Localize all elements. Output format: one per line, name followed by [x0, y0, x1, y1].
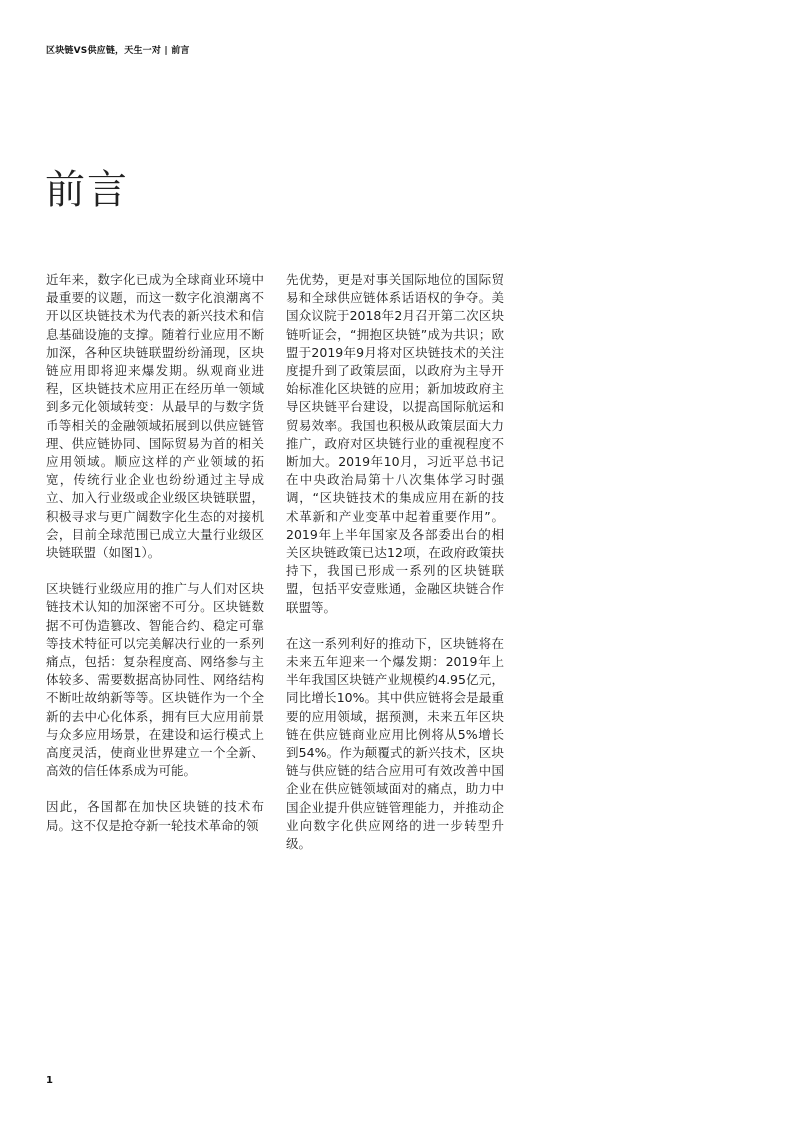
- page-title: 前言: [45, 167, 129, 213]
- running-header: 区块链VS供应链，天生一对 | 前言: [46, 46, 190, 56]
- paragraph: 近年来，数字化已成为全球商业环境中最重要的议题，而这一数字化浪潮离不开以区块链技术为代表的新兴技术和信息基础设施的支撑。随着行业应用不断加深，各种区块链联盟纷纷涌现，区块链应用即将迎来爆发期。纵观商业进程，区块链技术应用正在经历单一领域到多元化领域转变：从最早的与数字货币等相关的金融领域拓展到以供应链管理、供应链协同、国际贸易为首的相关应用领域。顺应这样的产业领域的拓宽，传统行业企业也纷纷通过主导成立、加入行业级或企业级区块链联盟，积极寻求与更广阔数字化生态的对接机会，目前全球范围已成立大量行业级区块链联盟（如图1）。: [46, 272, 264, 561]
- left-column: [46, 271, 264, 853]
- paragraph: 在这一系列利好的推动下，区块链将在未来五年迎来一个爆发期：2019年上半年我国区块链产业规模约4.95亿元，同比增长10%。其中供应链将会是最重要的应用领域，据预测，未来五年区块链在供应链商业应用比例将从5%增长到54%。作为颠覆式的新兴技术，区块链与供应链的结合应用可有效改善中国企业在供应链领域面对的痛点，助力中国企业提升供应链管理能力，并推动企业向数字化供应网络的进一步转型升级。: [286, 635, 504, 852]
- right-column: [286, 271, 504, 871]
- paragraph: 先优势，更是对事关国际地位的国际贸易和全球供应链体系话语权的争夺。美国众议院于2018年2月召开第二次区块链听证会，“拥抱区块链”成为共识；欧盟于2019年9月将对区块链技术的关注度提升到了政策层面，以政府为主导开始标准化区块链的应用；新加坡政府主导区块链平台建设，以提高国际航运和贸易效率。我国也积极从政策层面大力推广，政府对区块链行业的重视程度不断加大。2019年10月，习近平总书记在中央政治局第十八次集体学习时强调，“区块链技术的集成应用在新的技术革新和产业变革中起着重要作用”。2019年上半年国家及各部委出台的相关区块链政策已达12项，在政府政策扶持下，我国已形成一系列的区块链联盟，包括平安壹账通，金融区块链合作联盟等。: [286, 272, 504, 615]
- page-number: 1: [46, 1075, 53, 1086]
- paragraph: 因此，各国都在加快区块链的技术布局。这不仅是抢夺新一轮技术革命的领: [46, 799, 264, 833]
- paragraph: 区块链行业级应用的推广与人们对区块链技术认知的加深密不可分。区块链数据不可伪造篡改、智能合约、稳定可靠等技术特征可以完美解决行业的一系列痛点，包括：复杂程度高、网络参与主体较多、需要数据高协同性、网络结构不断吐故纳新等等。区块链作为一个全新的去中心化体系，拥有巨大应用前景与众多应用场景，在建设和运行模式上高度灵活，使商业世界建立一个全新、高效的信任体系成为可能。: [46, 581, 264, 779]
